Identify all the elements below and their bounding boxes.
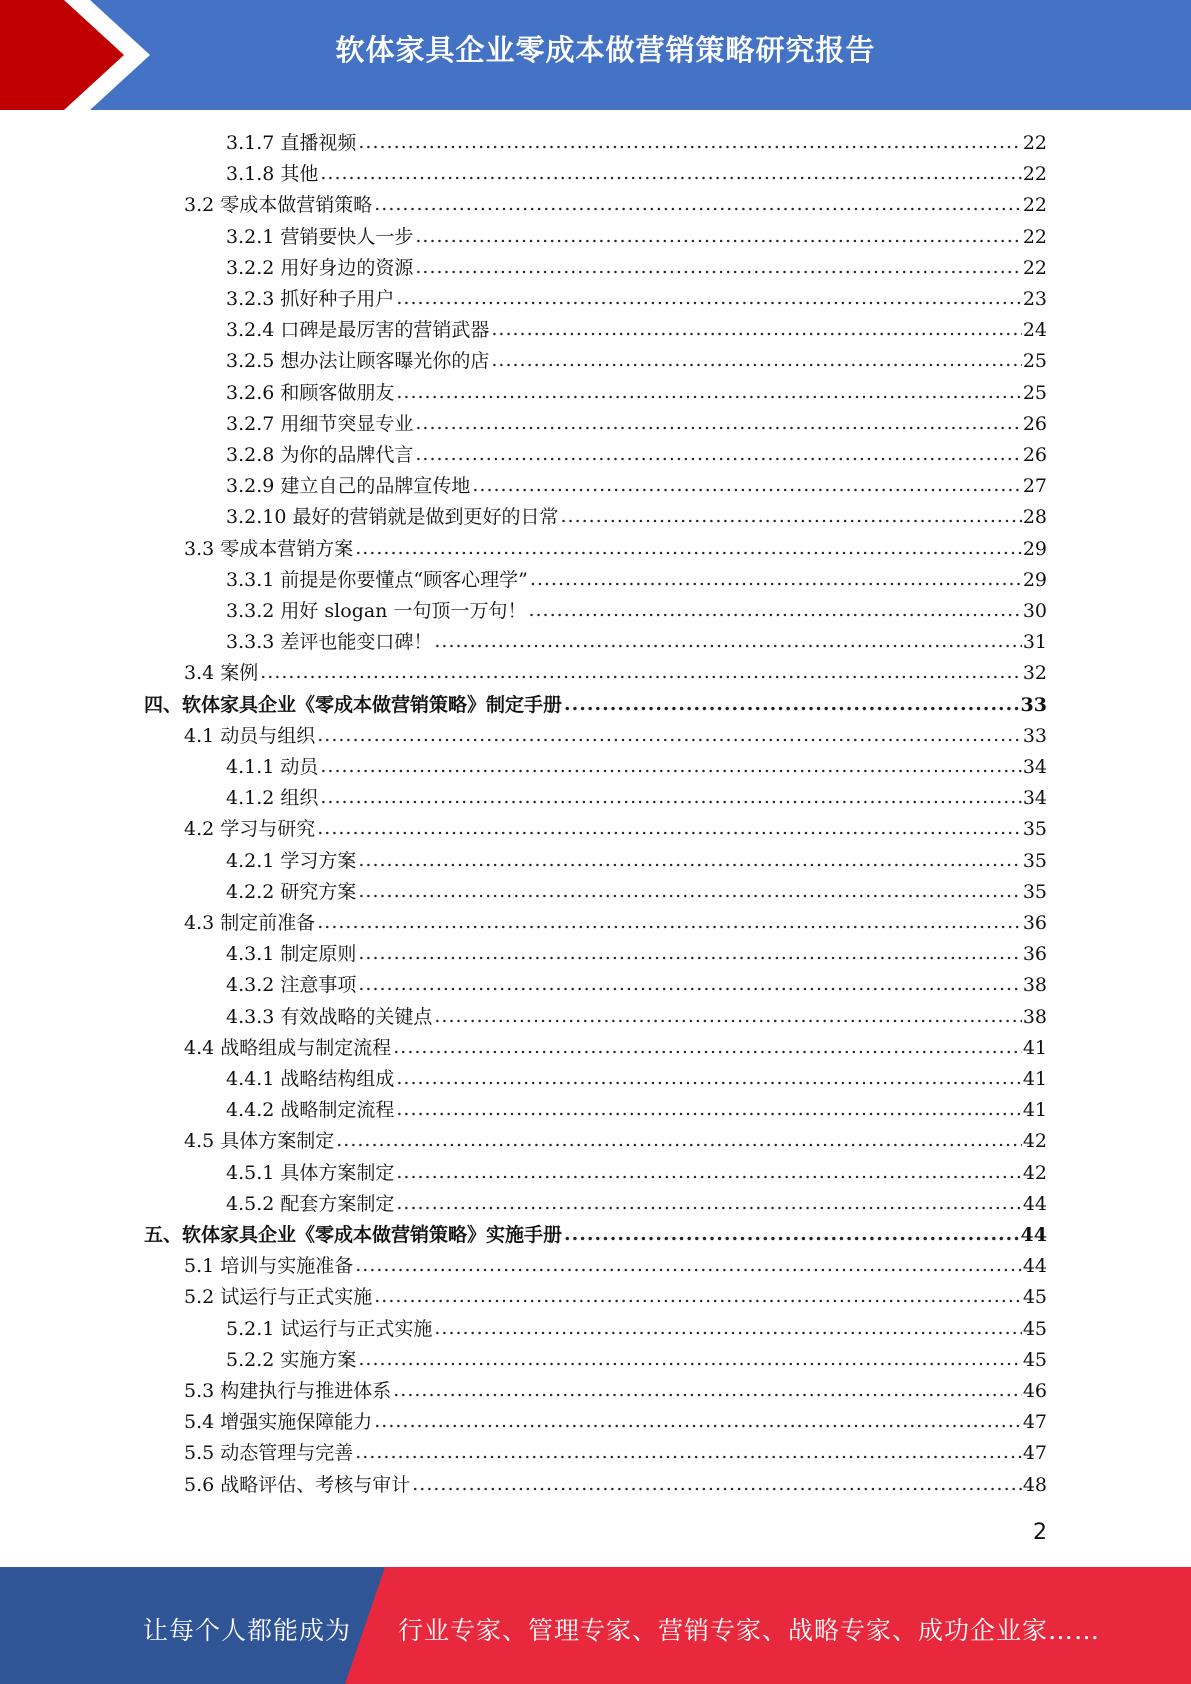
toc-entry-title: 4.3.3 有效战略的关键点 — [226, 1005, 433, 1028]
toc-entry-title: 4.4.2 战略制定流程 — [226, 1099, 395, 1122]
toc-entry-page: 25 — [1022, 350, 1047, 373]
toc-entry-title: 3.4 案例 — [184, 662, 259, 685]
footer-slogan-left: 让每个人都能成为 — [143, 1616, 352, 1645]
toc-entry[interactable] — [226, 1157, 1047, 1185]
toc-entry[interactable] — [226, 938, 1047, 966]
toc-entry[interactable] — [226, 501, 1047, 529]
toc-entry[interactable] — [226, 470, 1047, 498]
toc-dot-leader — [358, 848, 1021, 873]
toc-entry-page: 29 — [1022, 568, 1047, 591]
toc-entry[interactable] — [226, 408, 1047, 436]
toc-dot-leader — [396, 1191, 1021, 1216]
toc-entry[interactable] — [226, 283, 1047, 311]
toc-entry-title: 4.3 制定前准备 — [184, 912, 316, 934]
toc-entry-title: 4.2.2 研究方案 — [226, 880, 357, 903]
toc-entry-page: 36 — [1022, 912, 1047, 934]
toc-entry-page: 25 — [1022, 381, 1047, 404]
toc-dot-leader — [320, 754, 1021, 779]
toc-dot-leader — [396, 1066, 1021, 1091]
toc-entry-page: 34 — [1022, 756, 1047, 778]
toc-dot-leader — [472, 473, 1021, 498]
toc-dot-leader — [528, 598, 1021, 623]
toc-dot-leader — [374, 1284, 1022, 1309]
toc-entry-title: 4.2 学习与研究 — [184, 818, 316, 841]
toc-dot-leader — [415, 442, 1021, 467]
toc-entry[interactable] — [184, 1406, 1047, 1434]
toc-entry[interactable] — [184, 1032, 1047, 1060]
toc-entry-page: 22 — [1022, 132, 1047, 154]
page-footer — [0, 1567, 1191, 1684]
toc-entry[interactable] — [226, 595, 1047, 623]
toc-dot-leader — [355, 1440, 1022, 1465]
toc-entry-title: 3.1.8 其他 — [226, 163, 319, 186]
toc-entry[interactable] — [226, 1094, 1047, 1122]
toc-entry[interactable] — [184, 1250, 1047, 1278]
toc-entry-page: 36 — [1022, 943, 1047, 966]
toc-entry[interactable] — [226, 1001, 1047, 1029]
toc-entry-page: 22 — [1022, 256, 1047, 279]
toc-entry[interactable] — [184, 907, 1047, 935]
toc-entry-title: 5.3 构建执行与推进体系 — [184, 1380, 392, 1402]
toc-dot-leader — [530, 567, 1022, 592]
toc-entry-page: 45 — [1022, 1317, 1047, 1340]
toc-entry[interactable] — [226, 127, 1047, 155]
toc-entry-page: 31 — [1022, 631, 1047, 654]
toc-dot-leader — [358, 130, 1021, 155]
toc-entry[interactable] — [226, 314, 1047, 342]
toc-dot-leader — [434, 1004, 1021, 1029]
toc-entry-page: 23 — [1022, 288, 1047, 310]
toc-entry-title: 4.1.1 动员 — [226, 756, 319, 778]
toc-dot-leader — [393, 1035, 1022, 1060]
toc-dot-leader — [491, 317, 1021, 342]
toc-entry-page: 22 — [1022, 163, 1047, 186]
toc-entry-title: 3.1.7 直播视频 — [226, 132, 357, 154]
toc-entry-page: 42 — [1022, 1130, 1047, 1153]
toc-entry-page: 35 — [1022, 880, 1047, 903]
toc-entry[interactable] — [226, 876, 1047, 904]
toc-dot-leader — [374, 192, 1022, 217]
toc-entry[interactable] — [226, 1344, 1047, 1372]
toc-entry[interactable] — [226, 221, 1047, 249]
toc-entry-title: 4.3.1 制定原则 — [226, 943, 357, 966]
toc-entry-page: 47 — [1022, 1442, 1047, 1465]
toc-entry-title: 3.2.7 用细节突显专业 — [226, 412, 414, 435]
toc-entry-page: 44 — [1022, 1192, 1047, 1215]
toc-entry[interactable] — [184, 189, 1047, 217]
toc-entry[interactable] — [226, 377, 1047, 405]
toc-entry[interactable] — [184, 657, 1047, 685]
toc-entry-page: 41 — [1022, 1099, 1047, 1122]
toc-entry-title: 3.3.1 前提是你要懂点“顾客心理学” — [226, 568, 528, 591]
page-header — [0, 0, 1191, 110]
toc-entry-page: 29 — [1022, 537, 1047, 560]
toc-entry-title: 3.2.5 想办法让顾客曝光你的店 — [226, 350, 490, 373]
toc-dot-leader — [396, 286, 1021, 311]
toc-entry[interactable] — [184, 1469, 1047, 1497]
toc-entry-title: 5.2.2 实施方案 — [226, 1348, 357, 1371]
toc-entry-page: 24 — [1022, 319, 1047, 342]
toc-dot-leader — [564, 692, 1020, 717]
toc-entry[interactable] — [144, 689, 1047, 717]
toc-entry[interactable] — [184, 1281, 1047, 1309]
toc-entry-page: 44 — [1020, 1224, 1047, 1246]
toc-entry-page: 30 — [1022, 600, 1047, 622]
toc-entry-page: 44 — [1022, 1255, 1047, 1278]
toc-dot-leader — [560, 504, 1021, 529]
toc-entry[interactable] — [226, 845, 1047, 873]
toc-dot-leader — [415, 224, 1021, 249]
toc-entry-title: 4.5.1 具体方案制定 — [226, 1161, 395, 1184]
toc-entry[interactable] — [226, 969, 1047, 997]
toc-entry-title: 3.3 零成本营销方案 — [184, 537, 354, 560]
toc-entry-title: 3.2.6 和顾客做朋友 — [226, 381, 395, 404]
toc-dot-leader — [260, 660, 1022, 685]
toc-entry-page: 27 — [1022, 475, 1047, 498]
toc-entry-title: 3.2 零成本做营销策略 — [184, 194, 373, 217]
toc-dot-leader — [317, 910, 1022, 935]
toc-entry[interactable] — [184, 1437, 1047, 1465]
toc-entry-title: 4.1.2 组织 — [226, 787, 319, 810]
toc-dot-leader — [355, 1253, 1022, 1278]
toc-dot-leader — [317, 723, 1022, 748]
toc-entry[interactable] — [184, 720, 1047, 748]
toc-dot-leader — [336, 1128, 1022, 1153]
toc-entry-page: 26 — [1022, 444, 1047, 466]
toc-entry[interactable] — [226, 564, 1047, 592]
toc-entry-page: 22 — [1022, 194, 1047, 217]
toc-entry-title: 4.5.2 配套方案制定 — [226, 1192, 395, 1215]
toc-entry-title: 3.2.4 口碑是最厉害的营销武器 — [226, 319, 490, 342]
toc-entry[interactable] — [226, 1313, 1047, 1341]
toc-entry[interactable] — [226, 439, 1047, 467]
toc-entry-title: 5.5 动态管理与完善 — [184, 1442, 354, 1465]
toc-entry-page: 22 — [1022, 225, 1047, 248]
toc-entry[interactable] — [184, 533, 1047, 561]
toc-entry-title: 5.4 增强实施保障能力 — [184, 1411, 373, 1434]
toc-dot-leader — [317, 816, 1022, 841]
toc-dot-leader — [396, 380, 1021, 405]
toc-entry-title: 3.2.1 营销要快人一步 — [226, 225, 414, 248]
toc-entry-page: 45 — [1022, 1348, 1047, 1371]
toc-dot-leader — [358, 1347, 1021, 1372]
toc-entry-page: 35 — [1022, 818, 1047, 841]
toc-entry-title: 4.3.2 注意事项 — [226, 974, 357, 997]
toc-entry[interactable] — [226, 1063, 1047, 1091]
toc-entry-page: 38 — [1022, 1005, 1047, 1028]
toc-entry-title: 5.6 战略评估、考核与审计 — [184, 1473, 411, 1496]
toc-entry-page: 33 — [1022, 724, 1047, 747]
toc-entry-title: 3.2.3 抓好种子用户 — [226, 288, 395, 310]
toc-entry-page: 38 — [1022, 974, 1047, 997]
toc-dot-leader — [355, 536, 1022, 561]
toc-entry[interactable] — [226, 782, 1047, 810]
toc-dot-leader — [396, 1097, 1021, 1122]
toc-entry-title: 3.3.2 用好 slogan 一句顶一万句！ — [226, 600, 527, 622]
toc-entry-title: 5.2.1 试运行与正式实施 — [226, 1317, 433, 1340]
toc-dot-leader — [358, 972, 1021, 997]
page-number: 2 — [1033, 1520, 1047, 1545]
toc-dot-leader — [415, 255, 1021, 280]
toc-dot-leader — [564, 1222, 1020, 1247]
toc-entry[interactable] — [184, 1125, 1047, 1153]
toc-entry-page: 33 — [1020, 693, 1047, 716]
toc-dot-leader — [434, 1316, 1021, 1341]
document-title: 软体家具企业零成本做营销策略研究报告 — [335, 33, 876, 67]
toc-dot-leader — [358, 941, 1021, 966]
toc-dot-leader — [320, 785, 1021, 810]
toc-entry-title: 3.2.2 用好身边的资源 — [226, 256, 414, 279]
toc-entry[interactable] — [144, 1219, 1047, 1247]
toc-dot-leader — [412, 1472, 1022, 1497]
toc-dot-leader — [320, 161, 1021, 186]
toc-entry[interactable] — [184, 813, 1047, 841]
footer-slogan-right: 行业专家、管理专家、营销专家、战略专家、成功企业家…… — [398, 1616, 1101, 1645]
toc-entry-page: 45 — [1022, 1286, 1047, 1309]
toc-entry[interactable] — [226, 751, 1047, 779]
toc-entry-page: 41 — [1022, 1036, 1047, 1059]
toc-entry-title: 4.4 战略组成与制定流程 — [184, 1036, 392, 1059]
toc-entry[interactable] — [184, 1375, 1047, 1403]
toc-dot-leader — [415, 411, 1021, 436]
toc-entry-title: 五、软体家具企业《零成本做营销策略》实施手册 — [144, 1224, 563, 1246]
toc-entry-title: 4.2.1 学习方案 — [226, 849, 357, 872]
toc-entry[interactable] — [226, 626, 1047, 654]
toc-dot-leader — [434, 629, 1021, 654]
toc-entry[interactable] — [226, 1188, 1047, 1216]
toc-entry[interactable] — [226, 252, 1047, 280]
toc-entry-page: 26 — [1022, 412, 1047, 435]
toc-entry-page: 42 — [1022, 1161, 1047, 1184]
toc-entry-title: 3.3.3 差评也能变口碑！ — [226, 631, 433, 654]
toc-entry-title: 3.2.8 为你的品牌代言 — [226, 444, 414, 466]
toc-entry-title: 3.2.9 建立自己的品牌宣传地 — [226, 475, 471, 498]
toc-dot-leader — [374, 1409, 1022, 1434]
toc-dot-leader — [358, 879, 1021, 904]
toc-entry-page: 41 — [1022, 1068, 1047, 1090]
toc-entry-title: 4.5 具体方案制定 — [184, 1130, 335, 1153]
toc-entry-page: 32 — [1022, 662, 1047, 685]
toc-entry-title: 3.2.10 最好的营销就是做到更好的日常 — [226, 506, 559, 529]
toc-dot-leader — [396, 1160, 1021, 1185]
toc-entry[interactable] — [226, 345, 1047, 373]
toc-entry-title: 5.1 培训与实施准备 — [184, 1255, 354, 1278]
toc-entry-page: 48 — [1022, 1473, 1047, 1496]
toc-entry-page: 28 — [1022, 506, 1047, 529]
toc-entry-title: 四、软体家具企业《零成本做营销策略》制定手册 — [144, 693, 563, 716]
toc-entry-page: 35 — [1022, 849, 1047, 872]
toc-entry-page: 46 — [1022, 1380, 1047, 1402]
toc-entry-title: 4.4.1 战略结构组成 — [226, 1068, 395, 1090]
toc-dot-leader — [393, 1378, 1022, 1403]
toc-entry-page: 34 — [1022, 787, 1047, 810]
toc-entry[interactable] — [226, 158, 1047, 186]
toc-entry-title: 5.2 试运行与正式实施 — [184, 1286, 373, 1309]
toc-dot-leader — [491, 348, 1021, 373]
toc-entry-page: 47 — [1022, 1411, 1047, 1434]
toc-entry-title: 4.1 动员与组织 — [184, 724, 316, 747]
